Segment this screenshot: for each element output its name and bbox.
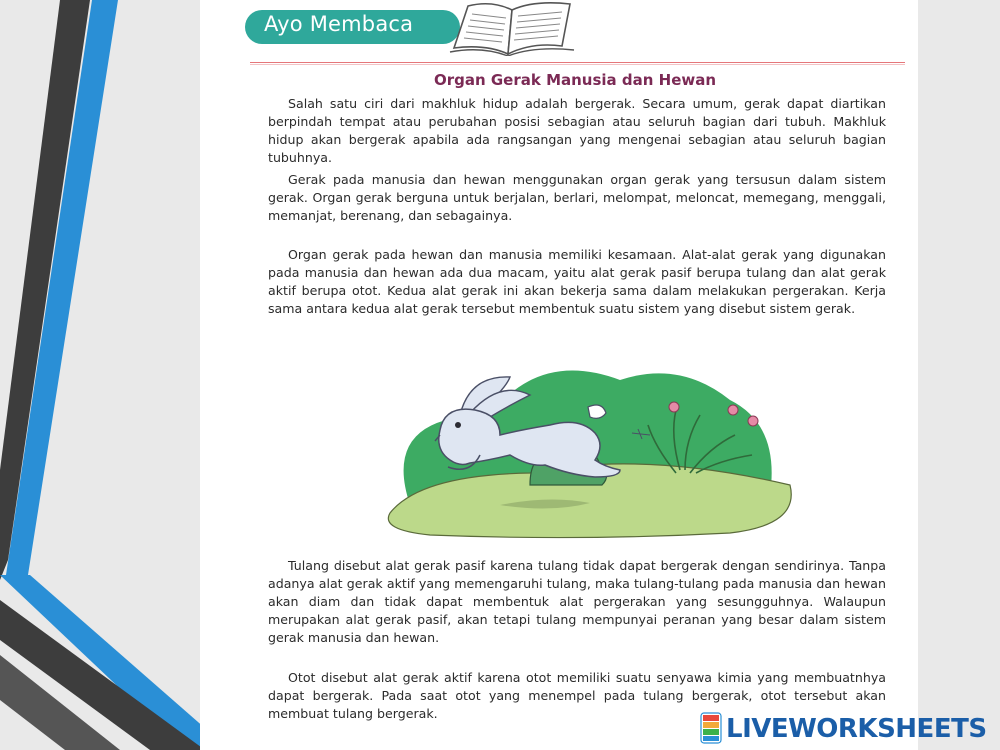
- paragraph-4: Tulang disebut alat gerak pasif karena tulang tidak dapat bergerak dengan sendirinya. Tanpa adanya alat gerak aktif yang memengaruhi tulang, maka tulang-tulang pada manusia dan hewan akan diam dan tidak dapat membentuk alat pergerakan yang sesungguhnya. Walaupun merupakan alat gerak pasif, akan tetapi tulang mempunyai peranan yang besar dalam sistem gerak manusia dan hewan.: [268, 558, 886, 646]
- header-rule-secondary: [250, 64, 905, 65]
- paragraph-1: Salah satu ciri dari makhluk hidup adalah bergerak. Secara umum, gerak dapat diartikan berpindah tempat atau perubahan posisi sebagian atau seluruh bagian dari tubuh. Makhluk hidup akan bergerak apabila ada rangsangan yang mengenai sebagian atau seluruh bagian tubuhnya.: [268, 96, 886, 166]
- section-title: Ayo Membaca: [264, 12, 414, 36]
- rabbit-illustration: [380, 355, 800, 545]
- watermark-brand: LIVEWORKSHEETS: [726, 714, 987, 744]
- article-title: Organ Gerak Manusia dan Hewan: [433, 71, 717, 89]
- liveworksheets-logo: [700, 712, 1000, 748]
- paragraph-3: Organ gerak pada hewan dan manusia memiliki kesamaan. Alat-alat gerak yang digunakan pada manusia dan hewan ada dua macam, yaitu alat gerak pasif berupa tulang dan alat gerak aktif berupa otot. Kedua alat gerak ini akan bekerja sama dalam melakukan pergerakan. Kerja sama antara kedua alat gerak tersebut membentuk suatu sistem yang disebut sistem gerak.: [268, 247, 886, 317]
- live-badge-icon: [700, 712, 722, 744]
- paragraph-2: Gerak pada manusia dan hewan menggunakan organ gerak yang tersusun dalam sistem gerak. Organ gerak berguna untuk berjalan, berlari, melompat, meloncat, memegang, menggali, memanjat, berenang, dan sebagainya.: [268, 172, 886, 224]
- header-rule: [250, 62, 905, 63]
- decorative-stripes: [0, 0, 230, 750]
- worksheet-page: [200, 0, 918, 750]
- paragraph-5: Otot disebut alat gerak aktif karena otot memiliki suatu senyawa kimia yang membuatnhya dapat bergerak. Pada saat otot yang menempel pada tulang bergerak, otot tersebut akan membuat tulang bergerak.: [268, 670, 886, 722]
- open-book-icon: [446, 0, 581, 56]
